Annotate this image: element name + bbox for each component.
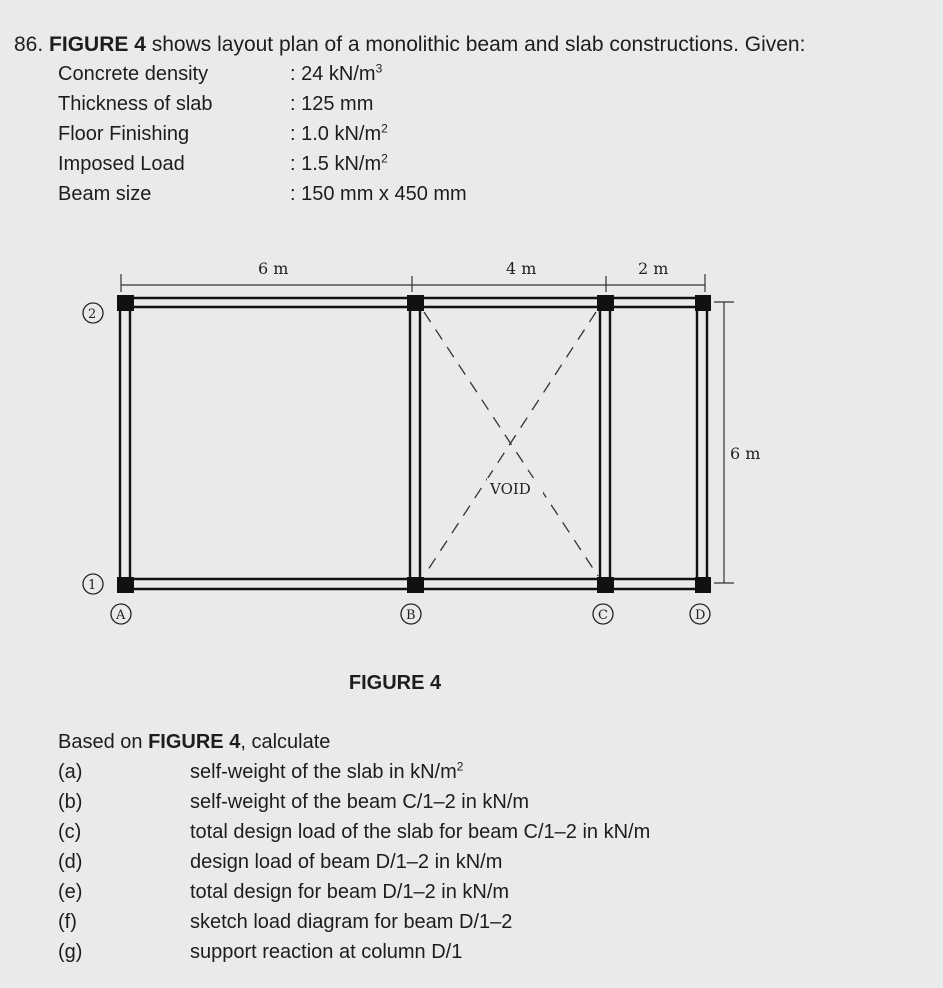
- column-B2: [407, 295, 424, 311]
- part-e-label: (e): [58, 881, 83, 903]
- figure-reference: FIGURE 4: [49, 33, 146, 56]
- column-C2: [597, 295, 614, 311]
- grid-marker-2: [83, 303, 103, 323]
- part-a-label: (a): [58, 761, 83, 783]
- columns: [117, 295, 711, 593]
- task-figure-reference: FIGURE 4: [148, 731, 241, 753]
- column-A1: [117, 577, 134, 593]
- column-D2: [695, 295, 711, 311]
- given-value-beam-size: : 150 mm x 450 mm: [290, 183, 467, 205]
- part-b-label: (b): [58, 791, 83, 813]
- given-value-concrete-density: : 24 $kN/m^3$: [290, 61, 383, 85]
- question-intro: shows layout plan of a monolithic beam and slab constructions. Given:: [151, 33, 806, 56]
- beam-outlines: [120, 298, 707, 589]
- given-label-beam-size: Beam size: [58, 183, 152, 205]
- grid-marker-1: [83, 574, 103, 594]
- part-e-text: total design for beam D/1–2 in kN/m: [190, 881, 510, 903]
- dimension-4m-label: 4 m: [506, 259, 537, 278]
- svg-text:A: A: [116, 608, 126, 623]
- svg-text:C: C: [598, 608, 608, 623]
- given-label-slab-thickness: Thickness of slab: [58, 93, 213, 115]
- svg-text:2: 2: [88, 307, 97, 322]
- dimension-vertical-6m-label: 6 m: [730, 444, 761, 463]
- column-D1: [695, 577, 711, 593]
- void-label: VOID: [490, 480, 531, 498]
- grid-marker-D: [690, 604, 710, 624]
- grid-marker-C: [593, 604, 613, 624]
- given-label-floor-finishing: Floor Finishing: [58, 123, 190, 145]
- column-A2: [117, 295, 134, 311]
- part-c-text: total design load of the slab for beam C/1–2 in kN/m: [190, 821, 651, 843]
- svg-text:B: B: [406, 608, 416, 623]
- part-d-label: (d): [58, 851, 83, 873]
- part-b-text: self-weight of the beam C/1–2 in kN/m: [190, 791, 530, 813]
- given-value-imposed-load: : 1.5 $kN/m^2$: [290, 151, 388, 175]
- dimension-6m-label: 6 m: [258, 259, 289, 278]
- part-d-text: design load of beam D/1–2 in kN/m: [190, 851, 503, 873]
- given-label-concrete-density: Concrete density: [58, 63, 209, 85]
- grid-marker-A: [111, 604, 131, 624]
- void-cross: [424, 312, 598, 576]
- column-B1: [407, 577, 424, 593]
- part-f-text: sketch load diagram for beam D/1–2: [190, 911, 513, 933]
- part-g-text: support reaction at column D/1: [190, 941, 463, 963]
- svg-text:1: 1: [88, 578, 97, 593]
- figure-caption: FIGURE 4: [348, 672, 442, 694]
- part-f-label: (f): [58, 911, 77, 933]
- column-C1: [597, 577, 614, 593]
- given-value-floor-finishing: : 1.0 $kN/m^2$: [290, 121, 388, 145]
- part-a-text: self-weight of the slab in $kN/m^2$: [190, 759, 464, 783]
- svg-text:D: D: [695, 608, 706, 623]
- part-g-label: (g): [58, 941, 83, 963]
- task-intro: Based on FIGURE 4, calculate: [58, 731, 331, 753]
- grid-marker-B: [401, 604, 421, 624]
- given-label-imposed-load: Imposed Load: [58, 153, 185, 175]
- question-number: 86.: [14, 33, 44, 56]
- given-value-slab-thickness: : 125 mm: [290, 93, 374, 115]
- dimension-2m-label: 2 m: [638, 259, 669, 278]
- part-c-label: (c): [58, 821, 82, 843]
